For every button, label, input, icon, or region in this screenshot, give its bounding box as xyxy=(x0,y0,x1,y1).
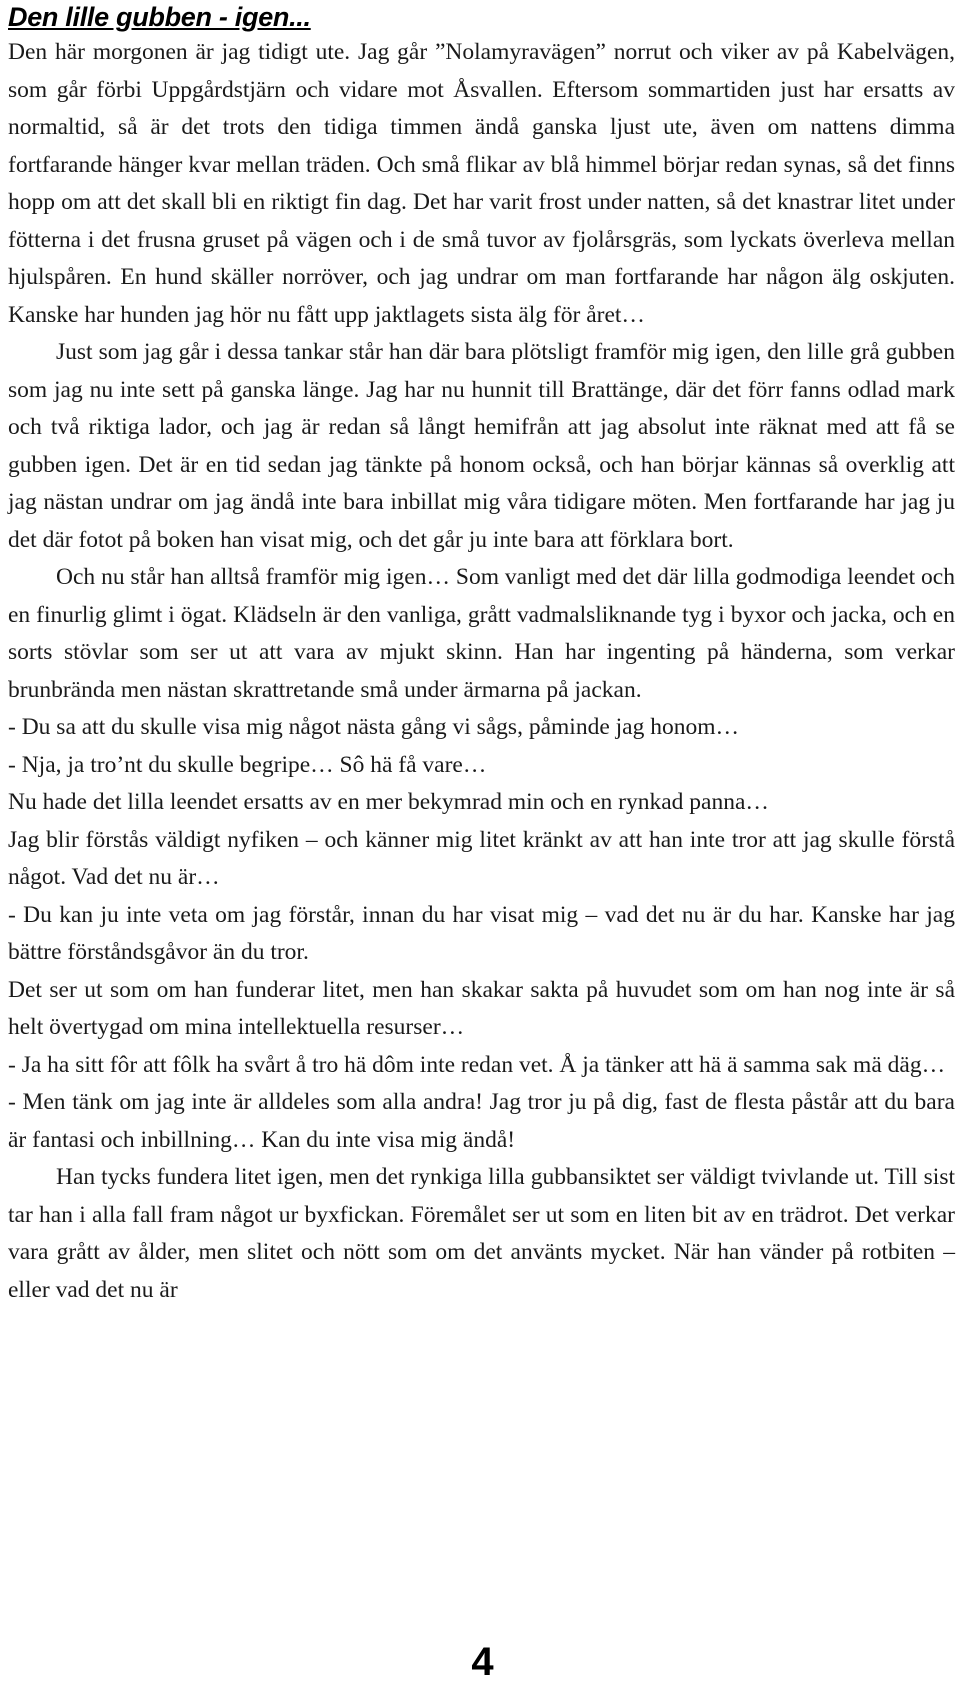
paragraph: Just som jag går i dessa tankar står han där bara plötsligt framför mig igen, den lille grå gubben som jag nu inte sett på ganska länge. Jag har nu hunnit till Brattänge, där det förr fanns odlad mark och två riktiga lador, och jag är redan så långt hemifrån att jag absolut inte räknat med att få se gubben igen. Det är en tid sedan jag tänkte på honom också, och han börjar kännas så overklig att jag nästan undrar om jag ändå inte bara inbillat mig våra tidigare möten. Men fortfarande har jag ju det där fotot på boken han visat mig, och det går ju inte bara att förklara bort. xyxy=(8,339,955,553)
document-page xyxy=(5,0,957,1705)
paragraph: Nu hade det lilla leendet ersatts av en mer bekymrad min och en rynkad panna… xyxy=(8,789,769,815)
body-text xyxy=(8,34,955,1309)
paragraph: - Ja ha sitt fôr att fôlk ha svårt å tro hä dôm inte redan vet. Å ja tänker att hä ä samma sak mä däg… xyxy=(8,1051,946,1078)
page-title: Den lille gubben - igen... xyxy=(8,2,311,32)
page-number: 4 xyxy=(471,1640,494,1684)
paragraph: Den här morgonen är jag tidigt ute. Jag går ”Nolamyravägen” norrut och viker av på Kabelvägen, som går förbi Uppgårdstjärn och vidare mot Åsvallen. Eftersom sommartiden just har ersatts av normaltid, så är det trots den tidiga timmen ändå ganska ljust ute, även om nattens dimma fortfarande hänger kvar mellan träden. Och små flikar av blå himmel börjar redan synas, så det finns hopp om att det skall bli en riktigt fin dag. Det har varit frost under natten, så det knastrar litet under fötterna i det frusna gruset på vägen och i de små tuvor av fjolårsgräs, som lyckats överleva mellan hjulspåren. En hund skäller norröver, och jag undrar om man fortfarande har någon älg oskjuten. Kanske har hunden jag hör nu fått upp jaktlagets sista älg för året… xyxy=(8,39,955,328)
paragraph: - Men tänk om jag inte är alldeles som alla andra! Jag tror ju på dig, fast de flesta påstår att du bara är fantasi och inbillning… Kan du inte visa mig ändå! xyxy=(8,1089,955,1153)
paragraph: - Nja, ja tro’nt du skulle begripe… Sô hä få vare… xyxy=(8,751,487,778)
paragraph: Jag blir förstås väldigt nyfiken – och känner mig litet kränkt av att han inte tror att jag skulle förstå något. Vad det nu är… xyxy=(8,826,955,890)
paragraph: - Du sa att du skulle visa mig något nästa gång vi sågs, påminde jag honom… xyxy=(8,714,739,740)
paragraph: Han tycks fundera litet igen, men det rynkiga lilla gubbansiktet ser väldigt tvivlande ut. Till sist tar han i alla fall fram något ur byxfickan. Föremålet ser ut som en liten bit av en trädrot. Det verkar vara grått av ålder, men slitet och nött som om det använts mycket. När han vänder på rotbiten – eller vad det nu är xyxy=(8,1164,955,1303)
paragraph: Det ser ut som om han funderar litet, men han skakar sakta på huvudet som om han nog inte är så helt övertygad om mina intellektuella resurser… xyxy=(8,976,955,1040)
paragraph: Och nu står han alltså framför mig igen… Som vanligt med det där lilla godmodiga leendet och en finurlig glimt i ögat. Klädseln är den vanliga, grått vadmalsliknande tyg i byxor och jacka, och en sorts stövlar som ser ut att vara av mjukt skinn. Han har ingenting på händerna, som verkar brunbrända men nästan skrattretande små under ärmarna på jackan. xyxy=(8,564,955,703)
paragraph: - Du kan ju inte veta om jag förstår, innan du har visat mig – vad det nu är du har. Kanske har jag bättre förståndsgåvor än du tror. xyxy=(8,901,955,965)
